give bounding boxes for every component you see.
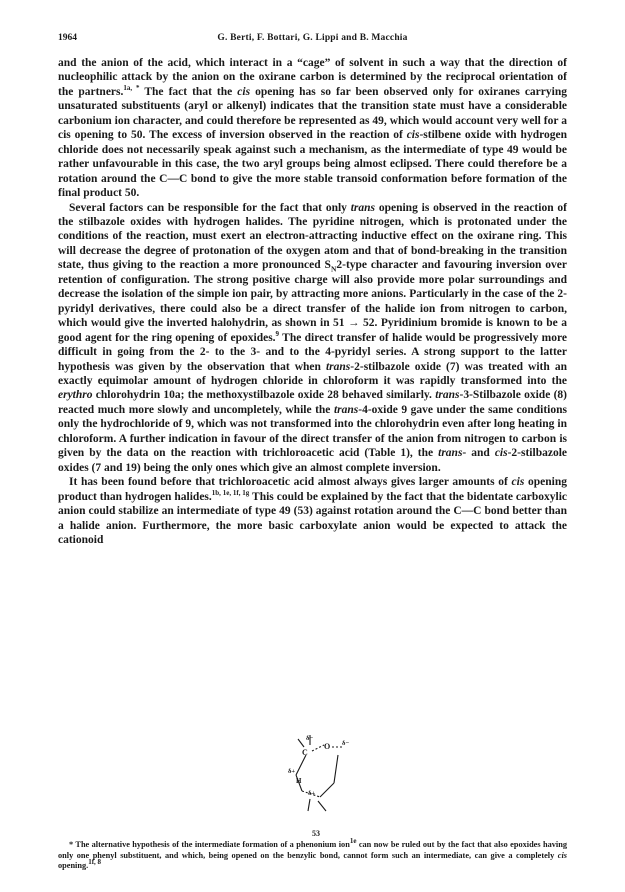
paragraph-1-run: and the anion of the acid, which interact in a “cage” of solvent in such a way that the direction of nucleophilic attack by the anion on the oxirane carbon is determined by the reciprocal orientation of the partners. [58,57,567,98]
paragraph-2-run: trans [333,403,359,416]
bond-down-right [318,801,326,811]
footnote-run: can now be ruled out by the fact that also epoxides having only one phenyl substituent, and which, being opened on the benzylic bond, cannot form such an intermediate, can give a completely [58,840,567,860]
footnote-run: * The alternative hypothesis of the intermediate formation of a phenonium ion [69,840,350,849]
header-authors: G. Berti, F. Bottari, G. Lippi and B. Macchia [217,33,408,43]
paragraph-3-run: cis [511,476,525,489]
atom-c: C [302,748,308,757]
paragraph-2-run: cis [494,447,508,460]
paragraph-2-run: 2-type character and favouring inversion over retention of configuration. The strong positive charge will also provide more polar surroundings and decrease the isolation of the simple ion pair, by attracting more anions. Particularly in the case of the 2-pyridyl derivatives, there could also be a direct transfer of the halide ion from nitrogen to carbon, which would give the inverted halohydrin, as shown in 51 → 52. Pyridinium bromide is known to be a good agent for the ring opening of epoxides. [58,259,568,344]
paragraph-2-run: trans [325,360,351,373]
paragraph-2-run: -2-stilbazole oxides (7 and 19) being the only ones which give an almost complete inversion. [58,447,567,474]
paragraph-2-run: opening is observed in the reaction of the stilbazole oxides with hydrogen halides. The pyridine nitrogen, which is protonated under the conditions of the reaction, must exert an electron-attracting inductive effect on the oxirane ring. This will decrease the degree of protonation of the oxygen atom and that of bond-breaking in the transition state, thus giving to the reaction a more pronounced S [58,201,567,272]
paragraph-1-run: opening has so far been observed only for oxiranes carrying unsaturated substituents (aryl or alkenyl) indicates that the transition state must have a considerable carbonium ion character, and could therefore be represented as 49, which would account very well for a cis opening to 50. The excess of inversion observed in the reaction of [58,85,567,142]
paragraph-3-run: This could be explained by the fact that the bidentate carboxylic anion could stabilize an intermediate of type 49 (53) against rotation around the C—C bond better than a halide anion. Furthermore, the more basic carboxylate anion would be expected to attack the cationoid [58,490,567,546]
paragraph-2-run: trans [350,201,376,214]
charge-top: δ− [306,735,314,742]
footnote [58,837,567,872]
bond-ring-right-top [334,755,338,783]
paragraph-2-run: -4-oxide 9 gave under the same conditions only the hydrochloride of 9, which was not transformed into the chlorohydrin even after long heating in chloroform. A further indication in favour of the direct transfer of the anion from nitrogen to carbon is given by the data on the reaction with trichloroacetic acid (Table 1), the [58,403,567,460]
paragraph-2-run: 9 [275,329,280,338]
atom-o: O [324,742,331,751]
paragraph-1-run: -stilbene oxide with hydrogen chloride does not necessarily speak against such a mechanism, as the intermediate of type 49 would be rather unfavourable in this case, the two aryl groups being almost eclipsed. There could therefore be a rotation around the C—C bond to give the more stable transoid conformation before formation of the final product 50. [58,129,567,200]
paragraph-2-run: - and [462,447,495,460]
atom-h: H [296,777,302,785]
footnote-run: 1f, 8 [88,858,102,867]
bond-ring-left-top [296,755,306,775]
paragraph-2-run: chlorohydrin 10a; the methoxystilbazole oxide 28 behaved similarly. [92,389,436,402]
paragraph-2-run: trans [435,389,460,402]
charge-right: δ− [342,740,350,747]
bond-ring-right-low [320,783,334,797]
paragraph-2-run: trans [438,447,463,460]
page-number: 1964 [58,33,77,43]
footnote-run: cis [557,850,567,860]
structure-label: 53 [312,829,320,838]
paragraph-1-run: The fact that the [139,85,238,98]
structure-53-diagram [268,733,368,839]
paragraph-2-run: -2-stilbazole oxide (7) was treated with an exactly equimolar amount of hydrogen chloride in chloroform it was rapidly transformed into the [58,360,567,387]
paragraph-1-run: cis [237,85,251,98]
paragraph-2-run: The direct transfer of halide would be progressively more difficult in going from the 2- to the 3- and to the 4-pyridyl series. A strong support to the latter hypothesis was given by the observation that when [58,331,567,373]
paragraph-3-run: opening product than hydrogen halides. [58,476,567,503]
running-header [58,33,567,47]
body-text [58,56,567,547]
paragraph-2-run: Several factors can be responsible for the fact that only [69,201,351,214]
bond-c-o-dashed [312,745,324,751]
paragraph-1 [58,56,567,201]
paragraph-3-run: It has been found before that trichloroacetic acid almost always gives larger amounts of [69,476,512,489]
paragraph-2 [58,201,567,476]
charge-left: δ+ [288,768,296,775]
charge-mid: δ+ [308,790,316,797]
bond-down-left [308,799,310,811]
paragraph-1-run: 1a, * [123,84,140,93]
paragraph-2-run: N [330,264,337,274]
footnote-run: 1e [349,837,357,846]
paragraph-3-run: 1b, 1e, 1f, 1g [211,488,250,497]
paragraph-2-run: erythro [58,389,93,402]
footnote-run: opening. [58,861,89,870]
paragraph-3 [58,475,567,547]
paragraph-2-run: -3-Stilbazole oxide (8) reacted much more slowly and uncompletely, while the [58,389,567,416]
bond-top-left [298,739,304,747]
paragraph-1-run: cis [406,129,420,142]
